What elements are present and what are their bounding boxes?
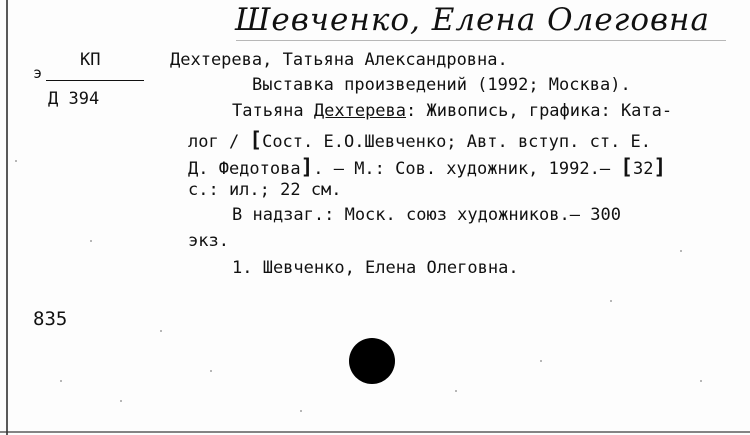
entry-responsibility-line <box>188 128 651 152</box>
shelfmark-prefix: э <box>33 64 43 82</box>
open-bracket: [ <box>249 128 263 152</box>
line4-start: лог / <box>188 132 250 152</box>
shelfmark-rule <box>46 80 144 81</box>
entry-description-line <box>232 101 672 121</box>
speck <box>540 360 542 362</box>
author-first-name: Татьяна <box>232 101 314 121</box>
punch-hole <box>349 338 395 384</box>
entry-note: В надзаг.: Моск. союз художников.– 300 <box>232 205 621 225</box>
bottom-code: 835 <box>33 308 68 330</box>
handwritten-name: Шевченко, Елена Олеговна <box>235 2 710 38</box>
line5-mid: . – М.: Сов. художник, 1992.– <box>313 159 621 179</box>
line5-start: Д. Федотова <box>188 159 301 179</box>
speck <box>210 370 212 372</box>
entry-note-continued: экз. <box>188 231 229 251</box>
description-rest: : Живопись, графика: Ката- <box>406 101 673 121</box>
entry-title: Выставка произведений (1992; Москва). <box>252 75 631 95</box>
handwritten-underline <box>236 40 726 41</box>
speck <box>300 410 302 412</box>
speck <box>455 390 457 392</box>
pages-close-bracket: ] <box>653 155 667 179</box>
entry-physical-line: с.: ил.; 22 см. <box>188 180 342 200</box>
speck <box>15 160 17 162</box>
speck <box>700 380 702 382</box>
entry-tracing: 1. Шевченко, Елена Олеговна. <box>232 258 519 278</box>
speck <box>610 300 612 302</box>
speck <box>680 250 682 252</box>
speck <box>160 330 162 332</box>
line4-rest: Сост. Е.О.Шевченко; Авт. вступ. ст. Е. <box>262 132 652 152</box>
shelfmark-top: КП <box>80 50 101 70</box>
speck <box>120 400 122 402</box>
close-bracket: ] <box>300 155 314 179</box>
speck <box>60 380 62 382</box>
bottom-edge-rule <box>0 431 750 433</box>
pages-value: 32 <box>632 159 654 179</box>
left-margin-rule <box>6 0 8 435</box>
entry-heading: Дехтерева, Татьяна Александровна. <box>170 50 508 70</box>
pages-open-bracket: [ <box>620 155 633 179</box>
author-surname: Дехтерева <box>313 101 407 121</box>
entry-publication-line <box>188 155 666 179</box>
speck <box>90 240 92 242</box>
shelfmark-bottom: Д 394 <box>48 89 100 109</box>
